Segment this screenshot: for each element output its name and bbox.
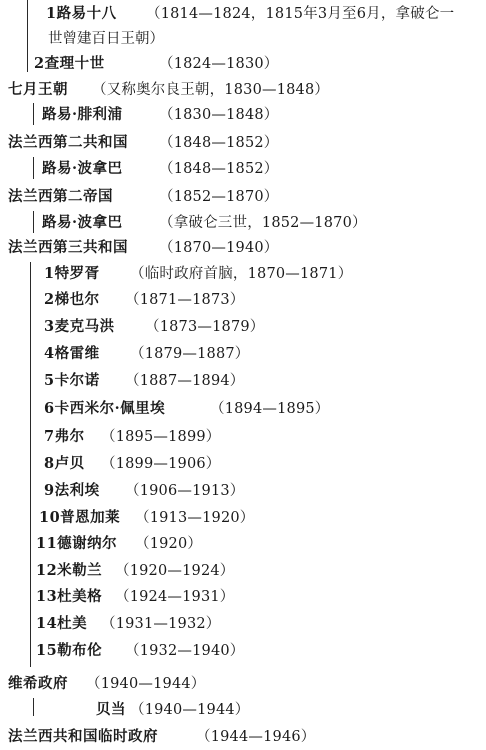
ruler-row-continuation xyxy=(0,26,486,52)
president-row xyxy=(0,478,486,504)
regime-years: （1852—1870） xyxy=(159,189,279,205)
president-name: 7弗尔 xyxy=(44,428,85,445)
president-years: （1920—1924） xyxy=(115,563,235,579)
president-name: 12米勒兰 xyxy=(36,562,103,579)
president-years: （临时政府首脑，1870—1871） xyxy=(130,266,353,282)
regime-heading xyxy=(0,724,486,750)
regime-title: 法兰西第二共和国 xyxy=(8,134,128,151)
president-name: 9法利埃 xyxy=(44,482,100,499)
president-row xyxy=(0,531,486,557)
president-row xyxy=(0,638,486,664)
president-name: 10普恩加莱 xyxy=(39,509,121,526)
president-name: 14杜美 xyxy=(36,615,88,632)
ruler-name: 1路易十八 xyxy=(46,5,117,22)
regime-years: （又称奥尔良王朝，1830—1848） xyxy=(92,82,330,98)
president-years: （1871—1873） xyxy=(125,292,245,308)
president-row xyxy=(0,451,486,477)
ruler-name: 2查理十世 xyxy=(34,55,105,72)
regime-heading xyxy=(0,77,486,103)
president-name: 3麦克马洪 xyxy=(44,318,115,335)
president-row xyxy=(0,287,486,313)
regime-heading xyxy=(0,184,486,210)
ruler-row xyxy=(0,1,486,27)
president-row xyxy=(0,424,486,450)
president-years: （1913—1920） xyxy=(135,510,255,526)
president-name: 11德谢纳尔 xyxy=(36,535,118,552)
president-years: （1895—1899） xyxy=(101,429,221,445)
president-name: 4格雷维 xyxy=(44,345,100,362)
regime-title: 法兰西第三共和国 xyxy=(8,239,128,256)
president-years: （1899—1906） xyxy=(101,456,221,472)
president-name: 5卡尔诺 xyxy=(44,372,100,389)
president-years: （1887—1894） xyxy=(125,373,245,389)
ruler-years: （拿破仑三世，1852—1870） xyxy=(159,215,367,231)
president-name: 2梯也尔 xyxy=(44,291,100,308)
president-row xyxy=(0,558,486,584)
president-years: （1924—1931） xyxy=(115,589,235,605)
ruler-row xyxy=(0,697,486,723)
regime-heading xyxy=(0,671,486,697)
president-name: 1特罗胥 xyxy=(44,265,100,282)
regime-heading xyxy=(0,130,486,156)
president-name: 15勒布伦 xyxy=(36,642,103,659)
president-row xyxy=(0,368,486,394)
president-years: （1920） xyxy=(135,536,203,552)
president-years: （1932—1940） xyxy=(125,643,245,659)
ruler-row xyxy=(0,51,486,77)
ruler-years: （1814—1824，1815年3月至6月，拿破仑一 xyxy=(146,6,455,22)
ruler-name: 路易·波拿巴 xyxy=(42,214,123,231)
ruler-row xyxy=(0,102,486,128)
president-name: 13杜美格 xyxy=(36,588,103,605)
president-name: 8卢贝 xyxy=(44,455,85,472)
ruler-name: 贝当 xyxy=(96,701,126,718)
ruler-name: 路易·波拿巴 xyxy=(42,160,123,177)
regime-title: 法兰西共和国临时政府 xyxy=(8,728,158,745)
ruler-years: （1824—1830） xyxy=(159,56,279,72)
president-row xyxy=(0,396,486,422)
president-years: （1906—1913） xyxy=(125,483,245,499)
regime-years: （1870—1940） xyxy=(159,240,279,256)
regime-years: （1848—1852） xyxy=(159,135,279,151)
regime-title: 七月王朝 xyxy=(8,81,68,98)
regime-title: 维希政府 xyxy=(8,675,68,692)
president-row xyxy=(0,341,486,367)
ruler-name: 路易·腓利浦 xyxy=(42,106,123,123)
president-row xyxy=(0,584,486,610)
ruler-years: （1848—1852） xyxy=(159,161,279,177)
ruler-row xyxy=(0,156,486,182)
president-name: 6卡西米尔·佩里埃 xyxy=(44,400,166,417)
ruler-years: （1830—1848） xyxy=(159,107,279,123)
ruler-row xyxy=(0,210,486,236)
president-years: （1879—1887） xyxy=(130,346,250,362)
regime-years: （1940—1944） xyxy=(86,676,206,692)
regime-heading xyxy=(0,235,486,261)
president-row xyxy=(0,505,486,531)
ruler-years: （1940—1944） xyxy=(130,702,250,718)
ruler-years-continuation: 世曾建百日王朝） xyxy=(48,31,164,47)
president-years: （1873—1879） xyxy=(145,319,265,335)
president-row xyxy=(0,314,486,340)
regime-years: （1944—1946） xyxy=(196,729,316,745)
president-years: （1931—1932） xyxy=(101,616,221,632)
president-row xyxy=(0,261,486,287)
president-years: （1894—1895） xyxy=(210,401,330,417)
president-row xyxy=(0,611,486,637)
regime-title: 法兰西第二帝国 xyxy=(8,188,113,205)
